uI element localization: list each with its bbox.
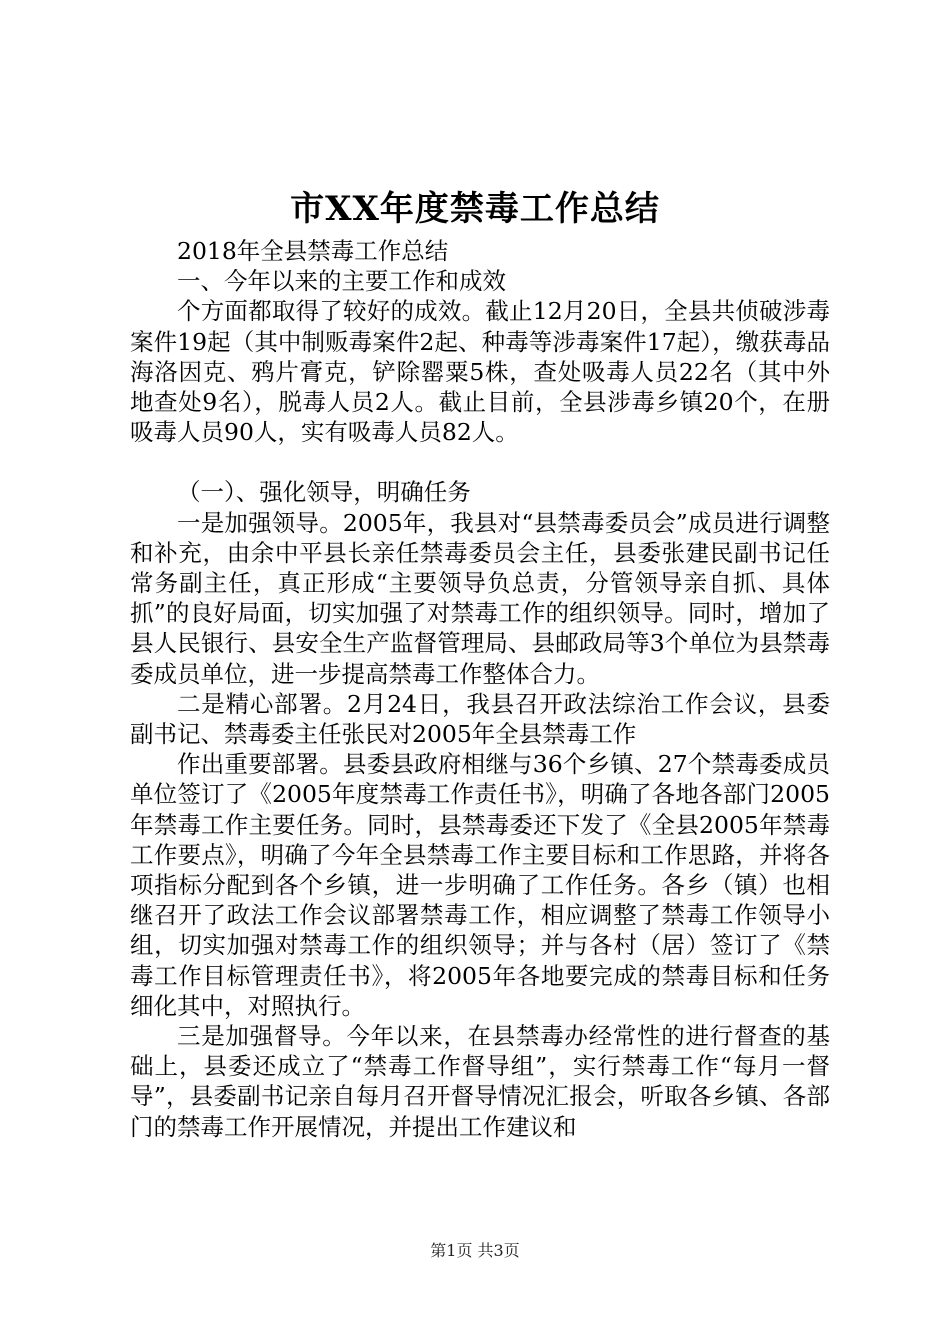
paragraph-subtitle: 2018年全县禁毒工作总结: [177, 237, 449, 265]
paragraph-spacer: [130, 447, 830, 477]
paragraph-leadership: 一是加强领导。2005年，我县对“县禁毒委员会”成员进行调整和补充，由余中平县长亲任禁毒委员会主任，县委张建民副书记任常务副主任，真正形成“主要领导负总责，分管领导亲自抓、具体抓”的良好局面，切实加强了对禁毒工作的组织领导。同时，增加了县人民银行、县安全生产监督管理局、县邮政局等3个单位为县禁毒委成员单位，进一步提高禁毒工作整体合力。: [130, 508, 830, 688]
paragraph-deployment-cont: 作出重要部署。县委县政府相继与36个乡镇、27个禁毒委成员单位签订了《2005年度禁毒工作责任书》，明确了各地各部门2005年禁毒工作主要任务。同时，县禁毒委还下发了《全县2005年禁毒工作要点》，明确了今年全县禁毒工作主要目标和工作思路，并将各项指标分配到各个乡镇，进一步明确了工作任务。各乡（镇）也相继召开了政法工作会议部署禁毒工作，相应调整了禁毒工作领导小组，切实加强对禁毒工作的组织领导；并与各村（居）签订了《禁毒工作目标管理责任书》，将2005年各地要完成的禁毒目标和任务细化其中，对照执行。: [130, 750, 830, 1020]
document-title: 市XX年度禁毒工作总结: [290, 189, 660, 229]
paragraph-subheading: （一）、强化领导，明确任务: [177, 478, 471, 507]
paragraph-section-heading: 一、今年以来的主要工作和成效: [177, 267, 506, 296]
document-body: [130, 236, 830, 1142]
page-number-footer: 第1页 共3页: [430, 1241, 520, 1260]
paragraph-supervision: 三是加强督导。今年以来，在县禁毒办经常性的进行督查的基础上，县委还成立了“禁毒工作督导组”，实行禁毒工作“每月一督导”，县委副书记亲自每月召开督导情况汇报会，听取各乡镇、各部门的禁毒工作开展情况，并提出工作建议和: [130, 1022, 830, 1141]
paragraph-summary: 个方面都取得了较好的成效。截止12月20日，全县共侦破涉毒案件19起（其中制贩毒案件2起、种毒等涉毒案件17起），缴获毒品海洛因克、鸦片膏克，铲除罂粟5株，查处吸毒人员22名（其中外地查处9名），脱毒人员2人。截止目前，全县涉毒乡镇20个，在册吸毒人员90人，实有吸毒人员82人。: [130, 297, 830, 447]
paragraph-deployment: 二是精心部署。2月24日，我县召开政法综治工作会议，县委副书记、禁毒委主任张民对2005年全县禁毒工作: [130, 689, 830, 749]
